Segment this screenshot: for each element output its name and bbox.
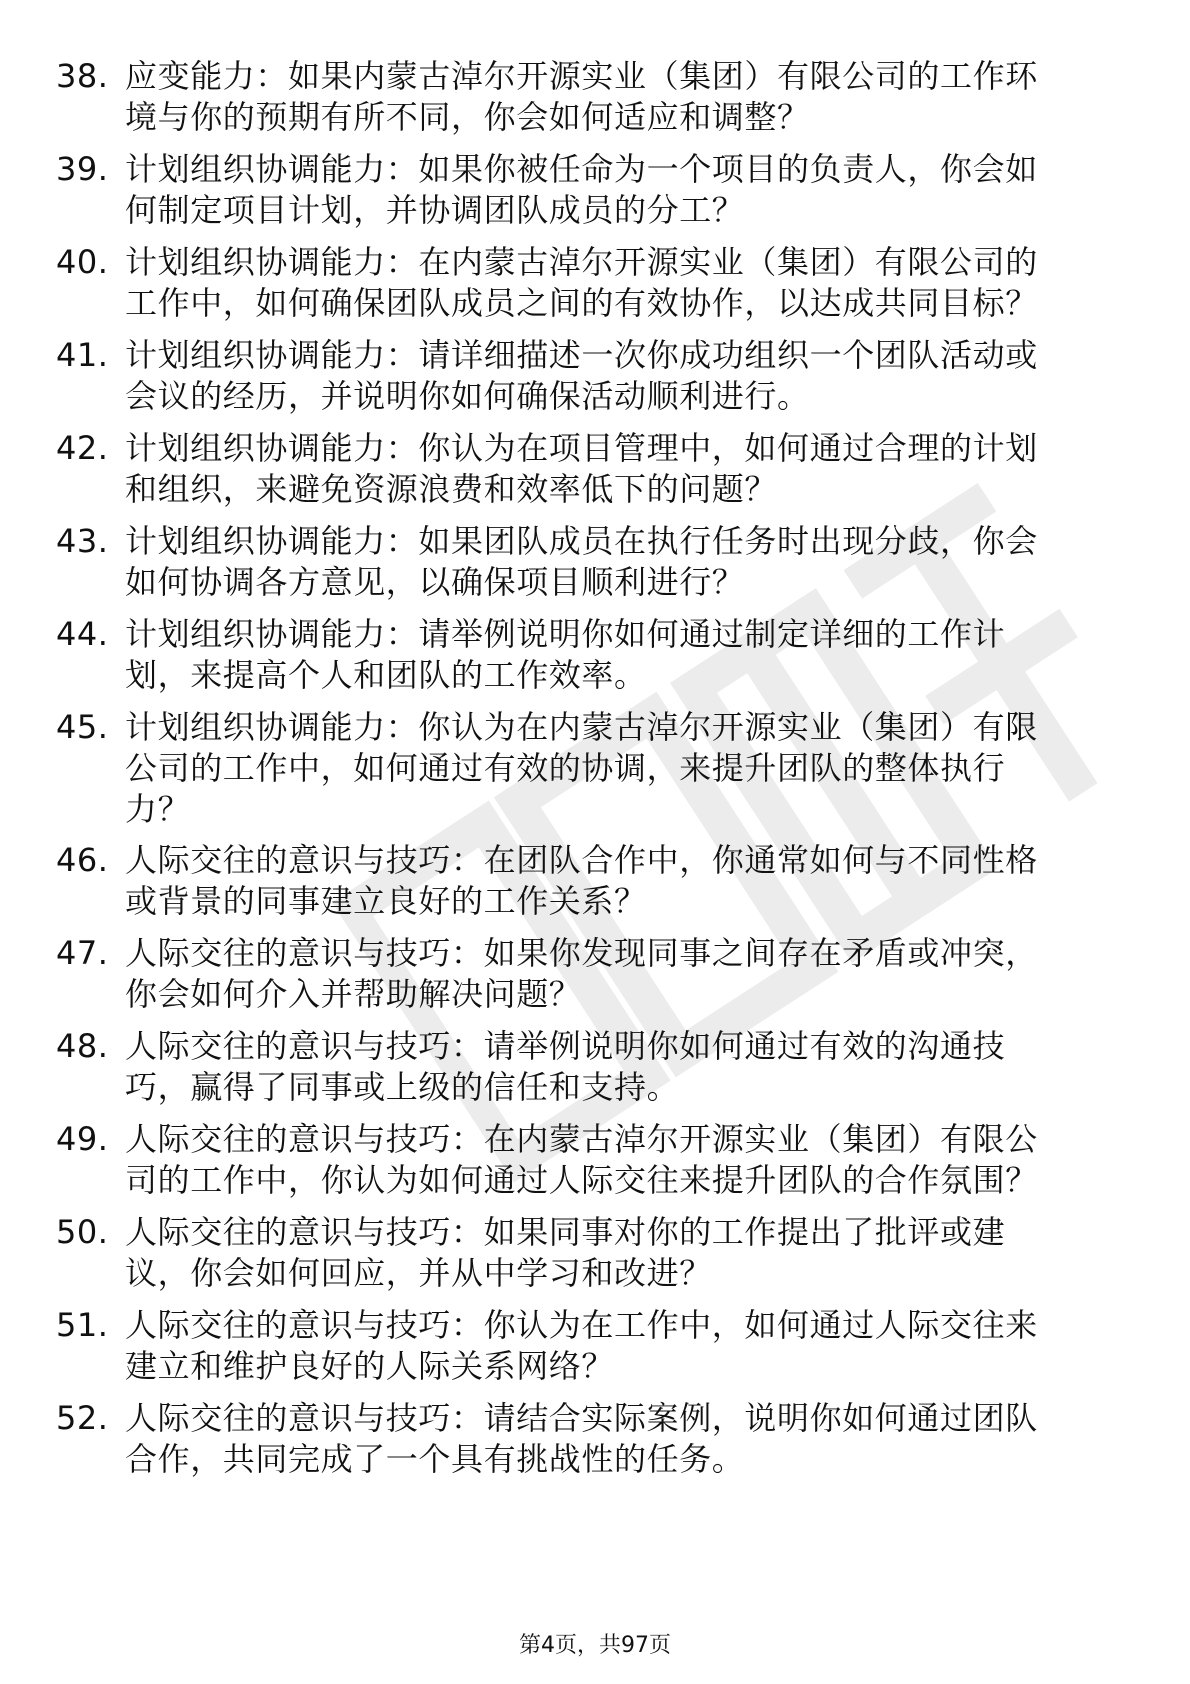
question-number: 43. [56,522,109,560]
question-text [125,840,1125,922]
question-number: 39. [56,150,109,188]
question-number: 44. [56,615,109,653]
question-line: 公司的工作中，如何通过有效的协调，来提升团队的整体执行 [125,749,1006,787]
question-number: 45. [56,708,109,746]
question-text [125,149,1125,231]
question-text [125,56,1125,138]
question-number: 46. [56,841,109,879]
question-line: 议，你会如何回应，并从中学习和改进？ [125,1254,712,1292]
question-text [125,428,1125,510]
question-line: 司的工作中，你认为如何通过人际交往来提升团队的合作氛围？ [125,1161,1038,1199]
question-line: 人际交往的意识与技巧：你认为在工作中，如何通过人际交往来 [125,1306,1038,1344]
question-number: 51. [56,1306,109,1344]
question-line: 或背景的同事建立良好的工作关系？ [125,882,647,920]
question-line: 人际交往的意识与技巧：请举例说明你如何通过有效的沟通技 [125,1027,1006,1065]
question-line: 境与你的预期有所不同，你会如何适应和调整？ [125,98,810,136]
question-number: 50. [56,1213,109,1251]
question-line: 计划组织协调能力：你认为在项目管理中，如何通过合理的计划 [125,429,1038,467]
question-line: 人际交往的意识与技巧：如果你发现同事之间存在矛盾或冲突， [125,934,1038,972]
question-number: 41. [56,336,109,374]
question-line: 计划组织协调能力：请举例说明你如何通过制定详细的工作计 [125,615,1006,653]
question-number: 40. [56,243,109,281]
question-line: 和组织，来避免资源浪费和效率低下的问题？ [125,470,778,508]
question-line: 建立和维护良好的人际关系网络？ [125,1347,615,1385]
question-text [125,707,1125,830]
question-line: 会议的经历，并说明你如何确保活动顺利进行。 [125,377,810,415]
question-text [125,335,1125,417]
question-number: 49. [56,1120,109,1158]
question-text [125,1119,1125,1201]
question-line: 力？ [125,790,191,828]
question-text [125,614,1125,696]
question-line: 人际交往的意识与技巧：在内蒙古淖尔开源实业（集团）有限公 [125,1120,1038,1158]
question-line: 计划组织协调能力：你认为在内蒙古淖尔开源实业（集团）有限 [125,708,1038,746]
question-number: 42. [56,429,109,467]
question-line: 计划组织协调能力：如果你被任命为一个项目的负责人，你会如 [125,150,1038,188]
question-number: 47. [56,934,109,972]
question-text [125,1026,1125,1108]
question-line: 如何协调各方意见，以确保项目顺利进行？ [125,563,745,601]
question-line: 人际交往的意识与技巧：如果同事对你的工作提出了批评或建 [125,1213,1006,1251]
question-line: 人际交往的意识与技巧：在团队合作中，你通常如何与不同性格 [125,841,1038,879]
question-text [125,1398,1125,1480]
question-line: 何制定项目计划，并协调团队成员的分工？ [125,191,745,229]
question-line: 你会如何介入并帮助解决问题？ [125,975,582,1013]
question-number: 52. [56,1399,109,1437]
question-line: 计划组织协调能力：请详细描述一次你成功组织一个团队活动或 [125,336,1038,374]
question-number: 38. [56,57,109,95]
question-text [125,933,1125,1015]
question-line: 划，来提高个人和团队的工作效率。 [125,656,647,694]
question-line: 合作，共同完成了一个具有挑战性的任务。 [125,1440,745,1478]
question-line: 巧，赢得了同事或上级的信任和支持。 [125,1068,680,1106]
question-line: 应变能力：如果内蒙古淖尔开源实业（集团）有限公司的工作环 [125,57,1038,95]
question-text [125,242,1125,324]
question-line: 人际交往的意识与技巧：请结合实际案例，说明你如何通过团队 [125,1399,1038,1437]
question-line: 工作中，如何确保团队成员之间的有效协作，以达成共同目标？ [125,284,1038,322]
question-number: 48. [56,1027,109,1065]
question-text [125,1305,1125,1387]
page-footer: 第4页，共97页 [519,1633,671,1658]
question-text [125,1212,1125,1294]
question-line: 计划组织协调能力：在内蒙古淖尔开源实业（集团）有限公司的 [125,243,1038,281]
question-text [125,521,1125,603]
question-line: 计划组织协调能力：如果团队成员在执行任务时出现分歧，你会 [125,522,1038,560]
